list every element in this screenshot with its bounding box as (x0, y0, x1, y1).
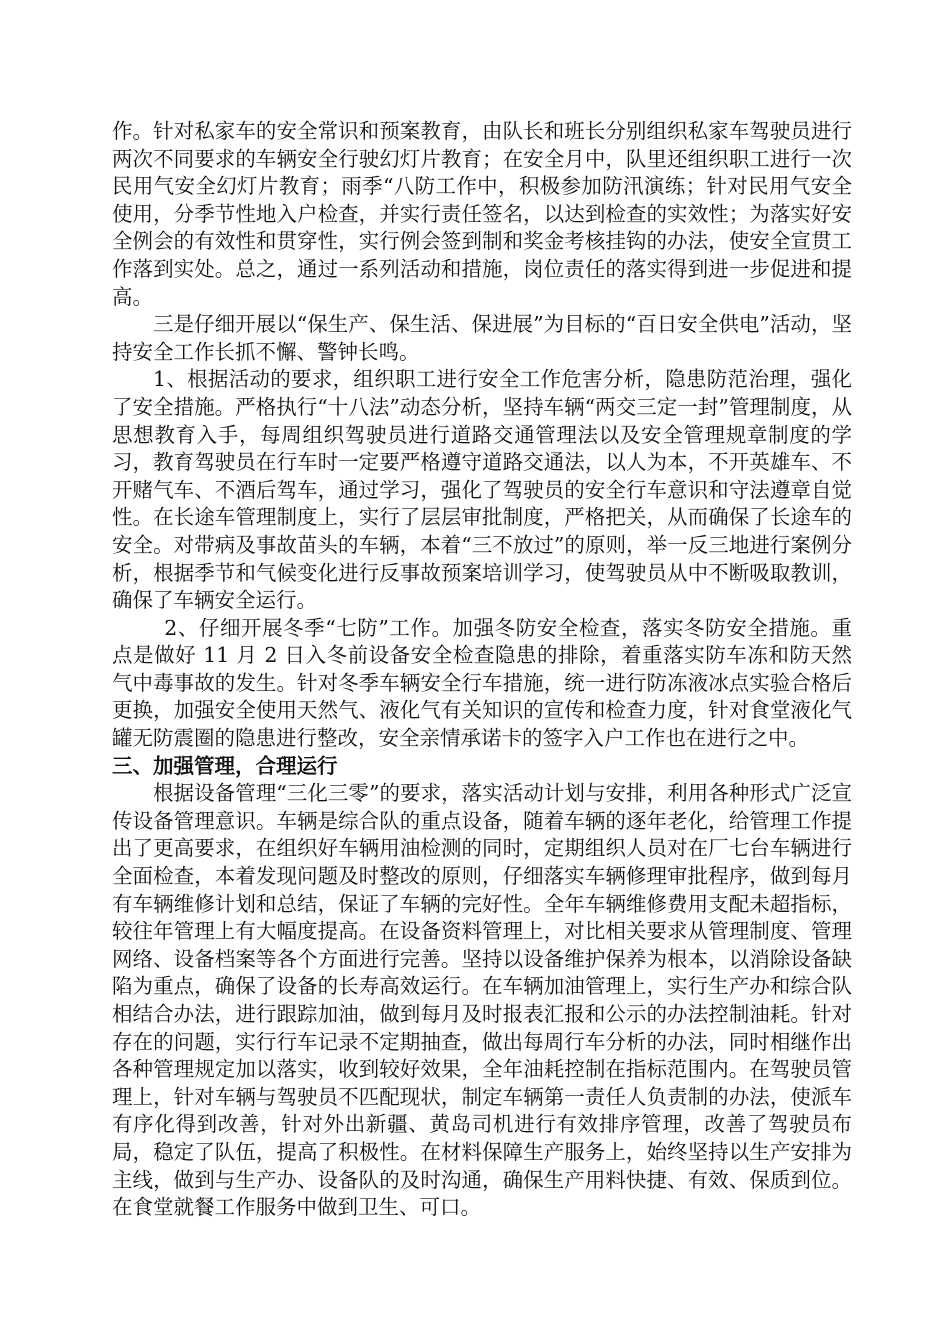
paragraph-subitem-2: 2、仔细开展冬季“七防”工作。加强冬防安全检查，落实冬防安全措施。重点是做好 11 月 2 日入冬前设备安全检查隐患的排除，着重落实防车冻和防天然气中毒事故的发生。针对冬季车辆安全行车措施，统一进行防冻液冰点实验合格后更换，加强安全使用天然气、液化气有关知识的宣传和检查力度，针对食堂液化气罐无防震圈的隐患进行整改，安全亲情承诺卡的签字入户工作也在进行之中。 (112, 615, 852, 751)
paragraph-item-three: 三是仔细开展以“保生产、保生活、保进展”为目标的“百日安全供电”活动，坚持安全工作长抓不懈、警钟长鸣。 (112, 312, 852, 364)
paragraph-subitem-1: 1、根据活动的要求，组织职工进行安全工作危害分析，隐患防范治理，强化了安全措施。严格执行“十八法”动态分析，坚持车辆“两交三定一封”管理制度，从思想教育入手，每周组织驾驶员进行道路交通管理法以及安全管理规章制度的学习，教育驾驶员在行车时一定要严格遵守道路交通法，以人为本，不开英雄车、不开赌气车、不酒后驾车，通过学习，强化了驾驶员的安全行车意识和守法遵章自觉性。在长途车管理制度上，实行了层层审批制度，严格把关，从而确保了长途车的安全。对带病及事故苗头的车辆，本着“三不放过”的原则，举一反三地进行案例分析，根据季节和气候变化进行反事故预案培训学习，使驾驶员从中不断吸取教训，确保了车辆安全运行。 (112, 367, 852, 613)
paragraph-management: 根据设备管理“三化三零”的要求，落实活动计划与安排，利用各种形式广泛宣传设备管理意识。车辆是综合队的重点设备，随着车辆的逐年老化，给管理工作提出了更高要求，在组织好车辆用油检测的同时，定期组织人员对在厂七台车辆进行全面检查，本着发现问题及时整改的原则，仔细落实车辆修理审批程序，做到每月有车辆维修计划和总结，保证了车辆的完好性。全年车辆维修费用支配未超指标，较往年管理上有大幅度提高。在设备资料管理上，对比相关要求从管理制度、管理网络、设备档案等各个方面进行完善。坚持以设备维护保养为根本，以消除设备缺陷为重点，确保了设备的长寿高效运行。在车辆加油管理上，实行生产办和综合队相结合办法，进行跟踪加油，做到每月及时报表汇报和公示的办法控制油耗。针对存在的问题，实行行车记录不定期抽查，做出每周行车分析的办法，同时相继作出各种管理规定加以落实，收到较好效果，全年油耗控制在指标范围内。在驾驶员管理上，针对车辆与驾驶员不匹配现状，制定车辆第一责任人负责制的办法，使派车有序化得到改善，针对外出新疆、黄岛司机进行有效排序管理，改善了驾驶员布局，稳定了队伍，提高了积极性。在材料保障生产服务上，始终坚持以生产安排为主线，做到与生产办、设备队的及时沟通，确保生产用料快捷、有效、保质到位。在食堂就餐工作服务中做到卫生、可口。 (112, 781, 852, 1220)
section-heading: 三、加强管理，合理运行 (112, 753, 338, 778)
paragraph-continued: 作。针对私家车的安全常识和预案教育，由队长和班长分别组织私家车驾驶员进行两次不同要求的车辆安全行驶幻灯片教育；在安全月中，队里还组织职工进行一次民用气安全幻灯片教育；雨季“八防工作中，积极参加防汛演练；针对民用气安全使用，分季节性地入户检查，并实行责任签名，以达到检查的实效性；为落实好安全例会的有效性和贯穿性，实行例会签到制和奖金考核挂钩的办法，使安全宣贯工作落到实处。总之，通过一系列活动和措施，岗位责任的落实得到进一步促进和提高。 (112, 119, 852, 309)
document-page (112, 118, 852, 1222)
